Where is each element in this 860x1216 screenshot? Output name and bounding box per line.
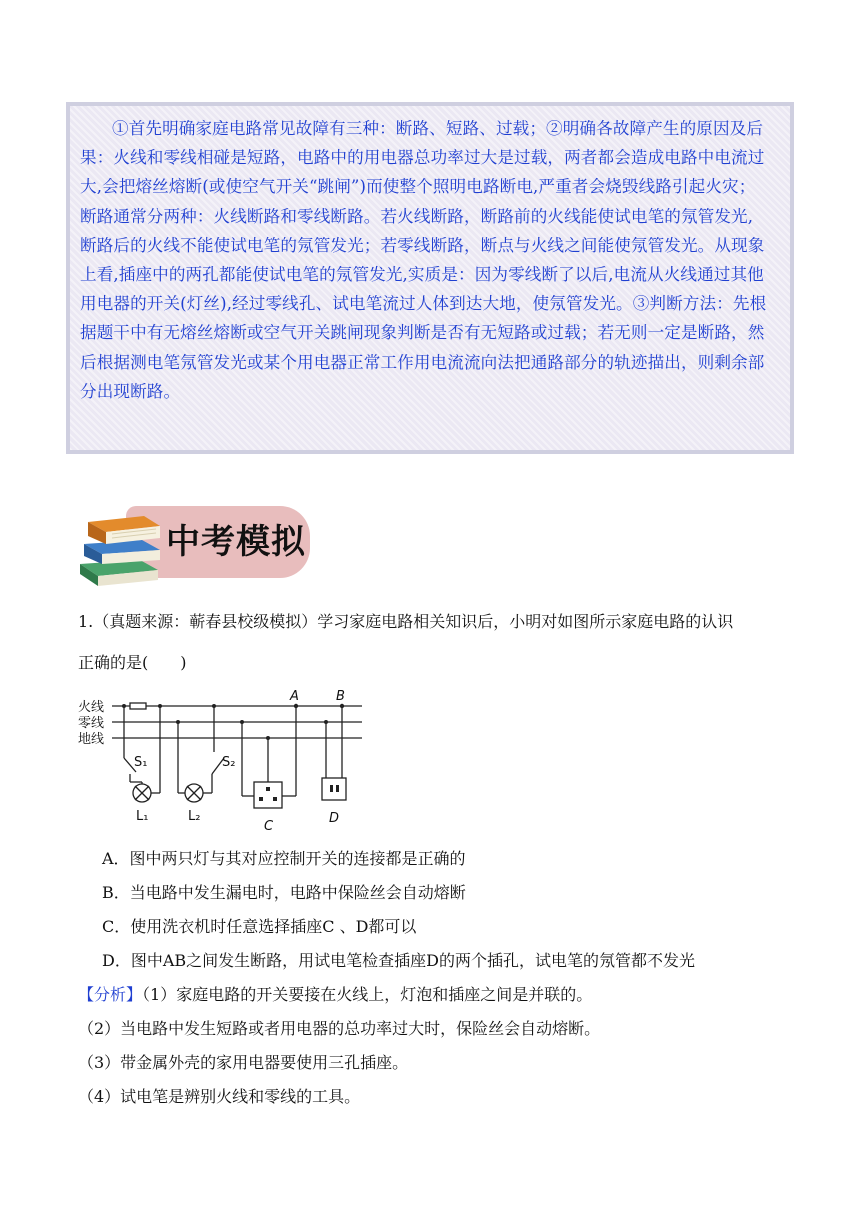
switch-label-s1: S₁ bbox=[134, 755, 148, 770]
summary-line: 断路后的火线不能使试电笔的氖管发光；若零线断路，断点与火线之间能使氖管发光。从现象 bbox=[80, 235, 765, 255]
summary-line: 后根据测电笔氖管发光或某个用电器正常工作用电流流向法把通路部分的轨迹描出，则剩余部 bbox=[80, 352, 765, 372]
section-banner bbox=[76, 500, 316, 588]
summary-line: 上看,插座中的两孔都能使试电笔的氖管发光,实质是：因为零线断了以后,电流从火线通过其他 bbox=[80, 265, 764, 285]
switch-label-s2: S₂ bbox=[222, 755, 236, 770]
option-d: D．图中AB之间发生断路，用试电笔检查插座D的两个插孔，试电笔的氖管都不发光 bbox=[102, 951, 695, 970]
circuit-diagram bbox=[78, 686, 378, 836]
analysis-line-3: （3）带金属外壳的家用电器要使用三孔插座。 bbox=[78, 1053, 409, 1072]
summary-line: 用电器的开关(灯丝),经过零线孔、试电笔流过人体到达大地，使氖管发光。③判断方法：先根 bbox=[80, 294, 767, 314]
analysis-line-1 bbox=[78, 982, 592, 1005]
summary-line: 大,会把熔丝熔断(或使空气开关“跳闸”)而使整个照明电路断电,严重者会烧毁线路引起火灾； bbox=[80, 177, 756, 197]
analysis-tag: 【分析】 bbox=[78, 985, 143, 1004]
question-stem-cont: 正确的是( ) bbox=[78, 653, 187, 672]
summary-text bbox=[80, 114, 780, 406]
summary-line: 分出现断路。 bbox=[80, 381, 181, 401]
option-b: B．当电路中发生漏电时，电路中保险丝会自动熔断 bbox=[102, 883, 466, 902]
summary-line: 断路通常分两种：火线断路和零线断路。若火线断路，断路前的火线能使试电笔的氖管发光, bbox=[80, 206, 754, 226]
section-title: 中考模拟 bbox=[166, 522, 306, 562]
summary-box bbox=[66, 102, 794, 454]
socket-label-c: C bbox=[264, 819, 274, 834]
socket-label-d: D bbox=[329, 811, 340, 826]
option-a: A．图中两只灯与其对应控制开关的连接都是正确的 bbox=[102, 849, 466, 868]
analysis-line-2: （2）当电路中发生短路或者用电器的总功率过大时，保险丝会自动熔断。 bbox=[78, 1019, 601, 1038]
wire-label-neutral: 零线 bbox=[78, 716, 105, 731]
lamp-label-l1: L₁ bbox=[136, 809, 149, 824]
summary-line: 据题干中有无熔丝熔断或空气开关跳闸现象判断是否有无短路或过载；若无则一定是断路，然 bbox=[80, 323, 765, 343]
books-icon bbox=[76, 504, 166, 588]
point-label-a: A bbox=[290, 689, 299, 704]
point-label-b: B bbox=[336, 689, 345, 704]
question-stem: 1.（真题来源：蕲春县校级模拟）学习家庭电路相关知识后，小明对如图所示家庭电路的认识 bbox=[78, 612, 734, 631]
wire-label-ground: 地线 bbox=[78, 732, 105, 747]
wire-label-live: 火线 bbox=[78, 700, 105, 715]
summary-line: 果：火线和零线相碰是短路，电路中的用电器总功率过大是过载，两者都会造成电路中电流过 bbox=[80, 148, 765, 168]
summary-line: ①首先明确家庭电路常见故障有三种：断路、短路、过载；②明确各故障产生的原因及后 bbox=[112, 119, 764, 138]
analysis-text: （1）家庭电路的开关要接在火线上，灯泡和插座之间是并联的。 bbox=[142, 985, 593, 1004]
option-c: C．使用洗衣机时任意选择插座C 、D都可以 bbox=[102, 917, 417, 936]
lamp-label-l2: L₂ bbox=[188, 809, 201, 824]
analysis-line-4: （4）试电笔是辨别火线和零线的工具。 bbox=[78, 1087, 361, 1106]
